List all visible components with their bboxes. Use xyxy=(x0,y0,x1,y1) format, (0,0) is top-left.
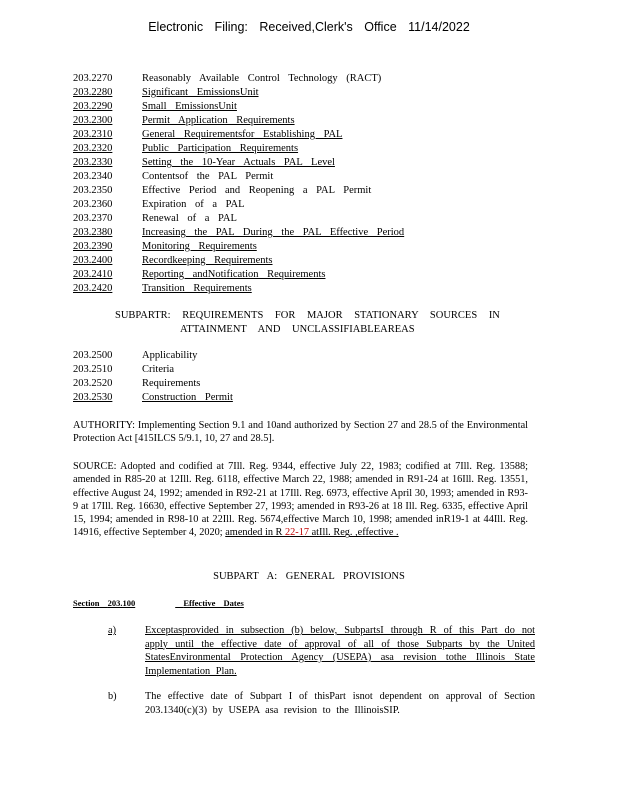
toc-r-entry xyxy=(73,363,543,377)
section-title: Expiration of a PAL xyxy=(142,199,245,210)
section-number: 203.2410 xyxy=(73,269,113,280)
section-title: Requirements xyxy=(142,378,201,389)
section-heading xyxy=(73,598,244,608)
toc-entry xyxy=(73,268,543,282)
section-title: Small EmissionsUnit xyxy=(142,101,237,112)
section-title: General Requirementsfor Establishing PAL xyxy=(142,129,343,140)
section-number: 203.2390 xyxy=(73,241,113,252)
section-number: 203.2270 xyxy=(73,73,113,84)
source-note xyxy=(73,460,528,540)
section-number: 203.2320 xyxy=(73,143,113,154)
toc-entry xyxy=(73,114,543,128)
section-number: 203.2280 xyxy=(73,87,113,98)
source-amendment xyxy=(225,527,398,538)
table-of-contents xyxy=(73,72,543,296)
section-title: Increasing the PAL During the PAL Effective Period xyxy=(142,227,405,238)
toc-entry xyxy=(73,170,543,184)
toc-entry xyxy=(73,198,543,212)
toc-entry xyxy=(73,282,543,296)
toc-entry xyxy=(73,240,543,254)
section-number: 203.2340 xyxy=(73,171,113,182)
toc-entry xyxy=(73,128,543,142)
section-number: 203.2350 xyxy=(73,185,113,196)
section-number: 203.2380 xyxy=(73,227,113,238)
section-title: Setting the 10-Year Actuals PAL Level xyxy=(142,157,335,168)
section-title: Permit Application Requirements xyxy=(142,115,295,126)
toc-entry xyxy=(73,72,543,86)
subpart-r-line1: SUBPARTR: REQUIREMENTS FOR MAJOR STATIONARY SOURCES IN xyxy=(115,310,500,321)
section-number: 203.2310 xyxy=(73,129,113,140)
toc-entry xyxy=(73,142,543,156)
toc-entry xyxy=(73,212,543,226)
toc-entry xyxy=(73,184,543,198)
toc-r-entry xyxy=(73,391,543,405)
section-number: 203.2400 xyxy=(73,255,113,266)
section-title: Contentsof the PAL Permit xyxy=(142,171,274,182)
toc-entry xyxy=(73,254,543,268)
section-number: 203.2500 xyxy=(73,350,113,361)
section-number: 203.2510 xyxy=(73,364,113,375)
section-title: Construction Permit xyxy=(142,392,233,403)
authority-note: AUTHORITY: Implementing Section 9.1 and 10and authorized by Section 27 and 28.5 of the Environmental Protection Act [415ILCS 5/9.1, 10, 27 and 28.5]. xyxy=(73,420,528,445)
section-title: Significant EmissionsUnit xyxy=(142,87,259,98)
toc-r-entry xyxy=(73,349,543,363)
source-history: SOURCE: Adopted and codified at 7Ill. Reg. 9344, effective July 22, 1983; codified at 7Ill. Reg. 13588; amended in R85-20 at 12Ill. Reg. 6118, effective March 22, 1988; amended in R91-24 at 16Ill. Reg. 13551, effective August 24, 1992; amended in R92-21 at 17Ill. Reg. 6973, effective April 30, 1993; amended in R93-9 at 17Ill. Reg. 16630, effective September 27, 1993; amended in R93-26 at 18 Ill. Reg. 6335, effective April 15, 1994; amended in R98-10 at 22Ill. Reg. 5674,effective March 10, 1998; amended inR19-1 at 44Ill. Reg. 14916, effective September 4, 2020; xyxy=(73,461,528,539)
section-title: Public Participation Requirements xyxy=(142,143,299,154)
section-title: Monitoring Requirements xyxy=(142,241,257,252)
section-title: Criteria xyxy=(142,364,175,375)
amendment-docket: 22-17 xyxy=(285,527,310,539)
section-number: 203.100 xyxy=(107,598,136,608)
section-title: Recordkeeping Requirements xyxy=(142,255,273,266)
toc-entry xyxy=(73,100,543,114)
section-number: 203.2300 xyxy=(73,115,113,126)
section-number: 203.2530 xyxy=(73,392,113,403)
section-title: Transition Requirements xyxy=(142,283,252,294)
subpart-r-heading xyxy=(115,309,535,337)
section-number: 203.2370 xyxy=(73,213,113,224)
amendment-suffix: atIll. Reg. ,effective . xyxy=(309,527,399,539)
section-number: 203.2420 xyxy=(73,283,113,294)
toc-entry xyxy=(73,86,543,100)
section-number: 203.2520 xyxy=(73,378,113,389)
subsection-a-text: Exceptasprovided in subsection (b) below, SubpartsI through R of this Part do not apply until the effective date of approval of all of those Subparts by the United StatesEnvironmental Protection Agency (USEPA) asa revision tothe Illinois State Implementation Plan. xyxy=(145,625,535,677)
section-number: 203.2360 xyxy=(73,199,113,210)
subsection-a-label: a) xyxy=(108,625,116,636)
toc-entry xyxy=(73,226,543,240)
section-title: Effective Dates xyxy=(183,598,244,608)
subsection-b-label: b) xyxy=(108,691,117,702)
section-title: Reporting andNotification Requirements xyxy=(142,269,326,280)
section-number: 203.2290 xyxy=(73,101,113,112)
filing-header: Electronic Filing: Received,Clerk's Office 11/14/2022 xyxy=(148,20,470,34)
section-number: 203.2330 xyxy=(73,157,113,168)
section-title: Reasonably Available Control Technology (RACT) xyxy=(142,73,382,84)
amendment-prefix: amended in R xyxy=(225,527,285,539)
section-title: Effective Period and Reopening a PAL Permit xyxy=(142,185,372,196)
toc-entry xyxy=(73,156,543,170)
subsection-b-text: The effective date of Subpart I of thisPart isnot dependent on approval of Section 203.1340(c)(3) by USEPA asa revision to the IllinoisSIP. xyxy=(145,691,535,716)
subpart-r-contents xyxy=(73,349,543,405)
subpart-r-line2: ATTAINMENT AND UNCLASSIFIABLEAREAS xyxy=(180,324,415,335)
section-title: Applicability xyxy=(142,350,198,361)
subpart-a-heading: SUBPART A: GENERAL PROVISIONS xyxy=(213,571,405,582)
section-label: Section xyxy=(73,598,100,608)
toc-r-entry xyxy=(73,377,543,391)
section-title: Renewal of a PAL xyxy=(142,213,237,224)
